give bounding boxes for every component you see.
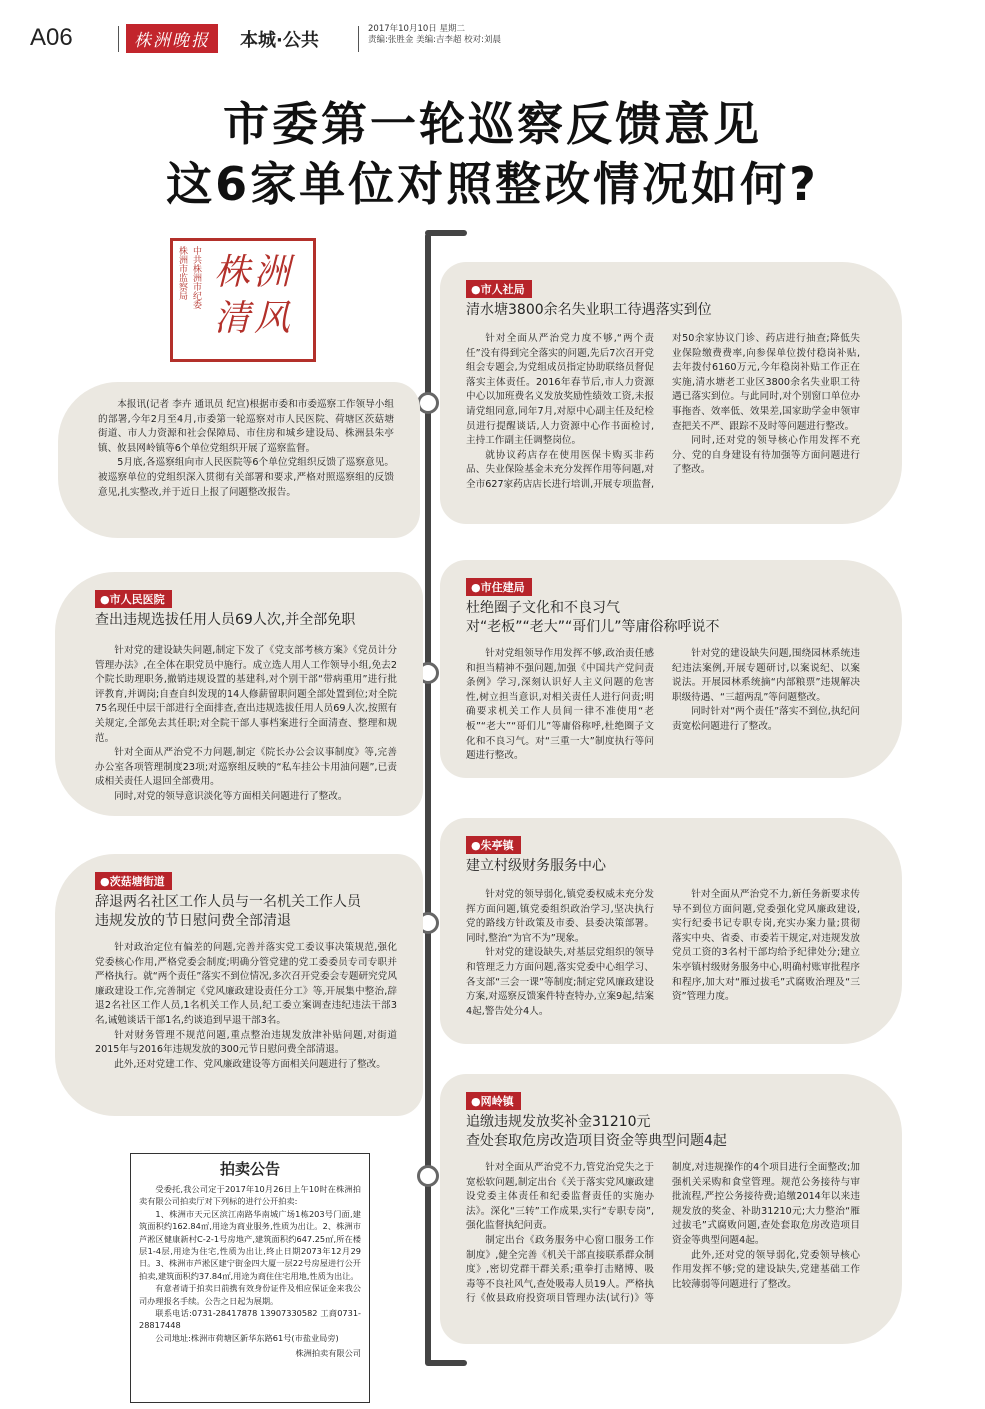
- card-tag: ●市人民医院: [95, 590, 172, 608]
- card-ciguotang-street: [55, 854, 423, 1116]
- card-title-2: 违规发放的节日慰问费全部清退: [95, 913, 291, 929]
- card-title: 杜绝圈子文化和不良习气: [466, 600, 620, 616]
- timeline-dot: [417, 392, 439, 414]
- seal-side-text: 中共株洲市纪委: [191, 246, 201, 309]
- card-paragraph: 针对政治定位有偏差的问题,完善并落实党工委议事决策规范,强化党委核心作用,严格党委会制度;明确分管党建的党工委委员专司专职并严格执行。就“两个责任”落实不到位情况,多次召开党委会专题研究党风廉政建设工作,完善制定《党风廉政建设责任分工》等,开展集中整治,辞退2名社区工作人员,1名机关工作人员,纪工委立案调查违纪违法干部3名,诫勉谈话干部1名,约谈追到早退干部3名。: [95, 942, 397, 1026]
- page-number: A06: [30, 24, 73, 51]
- auction-contact: 联系电话:0731-28417878 13907330582 工商0731-28817448: [139, 1308, 361, 1331]
- card-body: [466, 1161, 860, 1307]
- divider: [118, 26, 119, 52]
- card-hr-bureau: [440, 262, 902, 524]
- card-paragraph: 针对党组领导作用发挥不够,政治责任感和担当精神不强问题,加强《中国共产党问责条例》学习,深刻认识好人主义问题的危害性,树立担当意识,对相关责任人进行问责;明确要求机关工作人员间一律不准使用“老板”“老大”“哥们儿”等庸俗称呼,杜绝圈子文化和不良习气。对“三重一大”制度执行等问题进行整改。: [466, 648, 654, 762]
- card-paragraph: 制定出台《政务服务中心窗口服务工作制度》,健全完善《机关干部直接联系群众制度》,密切党群干群关系;重拳打击赌博、吸毒等不良社风气,查处吸毒人员19人。严格执行《攸县政府投资项目管理办法(试行)》等制度,对违规操作的4个项目进行全面整改;加强机关采购和食堂管理。规范公务接待与审批流程,严控公务接待费;追缴2014年以来违规发放的奖金、补助31210元;大力整治“雁过拔毛”式腐败问题,查处套取危房改造项目资金等典型问题4起。: [466, 1162, 860, 1305]
- card-paragraph: 同时,对党的领导意识淡化等方面相关问题进行了整改。: [114, 790, 348, 802]
- card-body: [466, 647, 860, 764]
- card-paragraph: 针对党的领导弱化,镇党委权威未充分发挥方面问题,镇党委组织政治学习,坚决执行党的路线方针政策及市委、县委决策部署。同时,整治“为官不为”现象。: [466, 889, 654, 944]
- auction-paragraph: 受委托,我公司定于2017年10月26日上午10时在株洲拍卖有限公司拍卖厅对下列标的进行公开拍卖:: [139, 1184, 361, 1207]
- auction-body: [139, 1183, 361, 1344]
- card-zhuting-town: [440, 818, 902, 1044]
- card-paragraph: 此外,还对党建工作、党风廉政建设等方面相关问题进行了整改。: [114, 1058, 386, 1070]
- masthead: [30, 22, 960, 56]
- headline-line2: 这6家单位对照整改情况如何?: [166, 157, 819, 211]
- card-title: 建立村级财务服务中心: [466, 858, 606, 874]
- intro-paragraph: 5月底,各巡察组向市人民医院等6个单位党组织反馈了巡察意见。被巡察单位的党组织深入贯彻有关部署和要求,严格对照巡察组的反馈意见,扎实整改,并于近日上报了问题整改报告。: [98, 457, 394, 498]
- card-paragraph: 此外,还对党的领导弱化,党委领导核心作用发挥不够;党的建设缺失,党建基础工作比较薄弱等问题进行了整改。: [672, 1249, 860, 1290]
- card-title: 辞退两名社区工作人员与一名机关工作人员: [95, 894, 361, 910]
- card-tag: ●市住建局: [466, 578, 532, 596]
- card-paragraph: 针对党的建设缺失问题,制定下发了《党支部考核方案》《党员计分管理办法》,在全体在职党员中施行。成立选人用人工作领导小组,免去2个院长助理职务,撤销违规设置的基建科,对个别干部“带病重用”进行批评教育,并调岗;自查自纠发现的14人修薪留职问题全部处置到位;对全院75名现任中层干部进行全面排查,查出违规选拔任用人员69人次,按照有关规定,全部免去其任职;对全院干部人事档案进行全面清查、整理和规范。: [95, 645, 397, 744]
- auction-title: 拍卖公告: [219, 1160, 280, 1178]
- card-paragraph: 就协议药店存在使用医保卡购买非药品、失业保险基金未充分发挥作用等问题,对全市627家药店店长进行培训,开展专项监督,对50余家协议门诊、药店进行抽查;降低失业保险缴费费率,向参保单位拨付稳岗补贴,去年拨付6160万元,今年稳岗补贴工作正在实施,清水塘老工业区3800余名失业职工待遇已落实到位。与此同时,对个别窗口单位办事拖沓、效率低、效果差,国家助学金申领审查把关不严、跟踪不及时等问题进行整改。: [466, 333, 860, 490]
- auction-address: 公司地址:株洲市荷塘区新华东路61号(市盐业局旁): [155, 1332, 339, 1343]
- auction-paragraph: 1、株洲市天元区滨江南路华南城广场1栋203号门面,建筑面积约162.84㎡,用途为商业服务,性质为出让。2、株洲市芦淞区健康新村C-2-1号房地产,建筑面积约647.25㎡,所在楼层1-4层,用途为住宅,性质为出让,终止日期2073年12月29日。3、株洲市芦淞区建宁街金四大厦一层22号房屋进行公开拍卖,建筑面积约37.84㎡,用途为商住住宅用地,性质为出让。: [139, 1208, 361, 1281]
- card-tag: ●市人社局: [466, 280, 532, 298]
- card-peoples-hospital: [55, 572, 423, 816]
- auction-signature: 株洲拍卖有限公司: [295, 1348, 361, 1359]
- intro-paragraph: 本报讯(记者 李卉 通讯员 纪宣)根据市委和市委巡察工作领导小组的部署,今年2月至4月,市委第一轮巡察对市人民医院、荷塘区茨菇塘街道、市人力资源和社会保障局、市住房和城乡建设局、株洲县朱亭镇、攸县网岭镇等6个单位党组织开展了巡察监督。: [98, 399, 394, 454]
- seal-big-text: 株洲清风: [214, 252, 295, 339]
- card-paragraph: 针对全面从严治党力度不够,“两个责任”没有得到完全落实的问题,先后7次召开党组会专题会,为党组成员指定协助联络员督促落实主体责任。2016年春节后,市人力资源中心以加班费名义发放奖励性绩效工资,未报请党组同意,同年7月,对原中心副主任及纪检员进行提醒谈话,人力资源中心作书面检讨,主持工作副主任调整岗位。: [466, 333, 654, 447]
- card-paragraph: 同时,还对党的领导核心作用发挥不充分、党的自身建设有待加强等方面问题进行了整改。: [672, 435, 860, 476]
- timeline-dot: [417, 1165, 439, 1187]
- card-paragraph: 针对全面从严治党不力,新任务新要求传导不到位方面问题,党委强化党风廉政建设,实行纪委书记专职专岗,充实办案力量;贯彻落实中央、省委、市委若干规定,对违规发放党员工资的3名村干部均给予纪律处分;建立朱亭镇村级财务服务中心,明确村账审批程序和程序,加大对“雁过拔毛”式腐败治理及“三资”管理力度。: [672, 889, 860, 1003]
- intro-card: [58, 382, 420, 538]
- editor-credits: 责编:张胜金 美编:吉李超 校对:刘晨: [368, 35, 501, 45]
- card-title: 清水塘3800余名失业职工待遇落实到位: [466, 302, 712, 318]
- auction-paragraph: 有意者请于拍卖日前携有效身份证件及相应保证金来我公司办理报名手续。公告之日起为展期。: [139, 1283, 361, 1306]
- intro-body: [98, 398, 394, 500]
- headline-line1: 市委第一轮巡察反馈意见: [223, 97, 762, 151]
- card-paragraph: 针对党的建设缺失,对基层党组织的领导和管理乏力方面问题,落实党委中心组学习、各支部“三会一课”等制度;制定党风廉政建设方案,对巡察反馈案件特查特办,立案9起,结案4起,警告处分4人。: [466, 947, 654, 1017]
- card-wangling-town: [440, 1074, 902, 1344]
- section-title: 本城·公共: [240, 30, 319, 51]
- seal-side-text-2: 株洲市监察局: [177, 246, 187, 300]
- card-title-2: 查处套取危房改造项目资金等典型问题4起: [466, 1133, 727, 1149]
- card-paragraph: 针对党的建设缺失问题,围绕园林系统违纪违法案例,开展专题研讨,以案说纪、以案说法。开展园林系统摘“内部粮票”违规解决职级待遇、“三超两乱”等问题整改。: [672, 648, 860, 703]
- card-body: [95, 644, 397, 805]
- auction-notice: [130, 1153, 370, 1403]
- card-paragraph: 同时针对“两个责任”落实不到位,执纪问责宽松问题进行了整改。: [672, 706, 860, 732]
- card-title: 追缴违规发放奖补金31210元: [466, 1114, 651, 1130]
- card-title-2: 对“老板”“老大”“哥们儿”等庸俗称呼说不: [466, 619, 720, 635]
- card-body: [466, 888, 860, 1019]
- issue-meta: [368, 24, 501, 46]
- qingfeng-seal: [170, 238, 318, 358]
- newspaper-logo: 株洲晚报: [126, 24, 218, 53]
- card-body: [95, 941, 397, 1072]
- timeline-bottom-cap: [425, 1360, 467, 1366]
- issue-date: 2017年10月10日 星期二: [368, 24, 465, 34]
- card-housing-bureau: [440, 560, 902, 778]
- card-body: [466, 332, 860, 493]
- card-title: 查出违规选拔任用人员69人次,并全部免职: [95, 612, 356, 628]
- card-tag: ●朱亭镇: [466, 836, 521, 854]
- timeline-top-cap: [425, 230, 467, 236]
- card-paragraph: 针对全面从严治党不力问题,制定《院长办公会议事制度》等,完善办公室各项管理制度23项;对巡察组反映的“私车挂公卡用油问题”,已责成相关责任人退回全部费用。: [95, 747, 397, 788]
- card-tag: ●茨菇塘街道: [95, 872, 172, 890]
- card-tag: ●网岭镇: [466, 1092, 521, 1110]
- card-paragraph: 针对全面从严治党不力,管党治党失之于宽松软问题,制定出台《关于落实党风廉政建设党委主体责任和纪委监督责任的实施办法》。深化“三转”工作成果,实行“专职专岗”,强化监督执纪问责。: [466, 1162, 654, 1232]
- divider: [358, 26, 359, 52]
- card-paragraph: 针对财务管理不规范问题,重点整治违规发放津补贴问题,对街道2015年与2016年违规发放的300元节日慰问费全部清退。: [95, 1029, 397, 1056]
